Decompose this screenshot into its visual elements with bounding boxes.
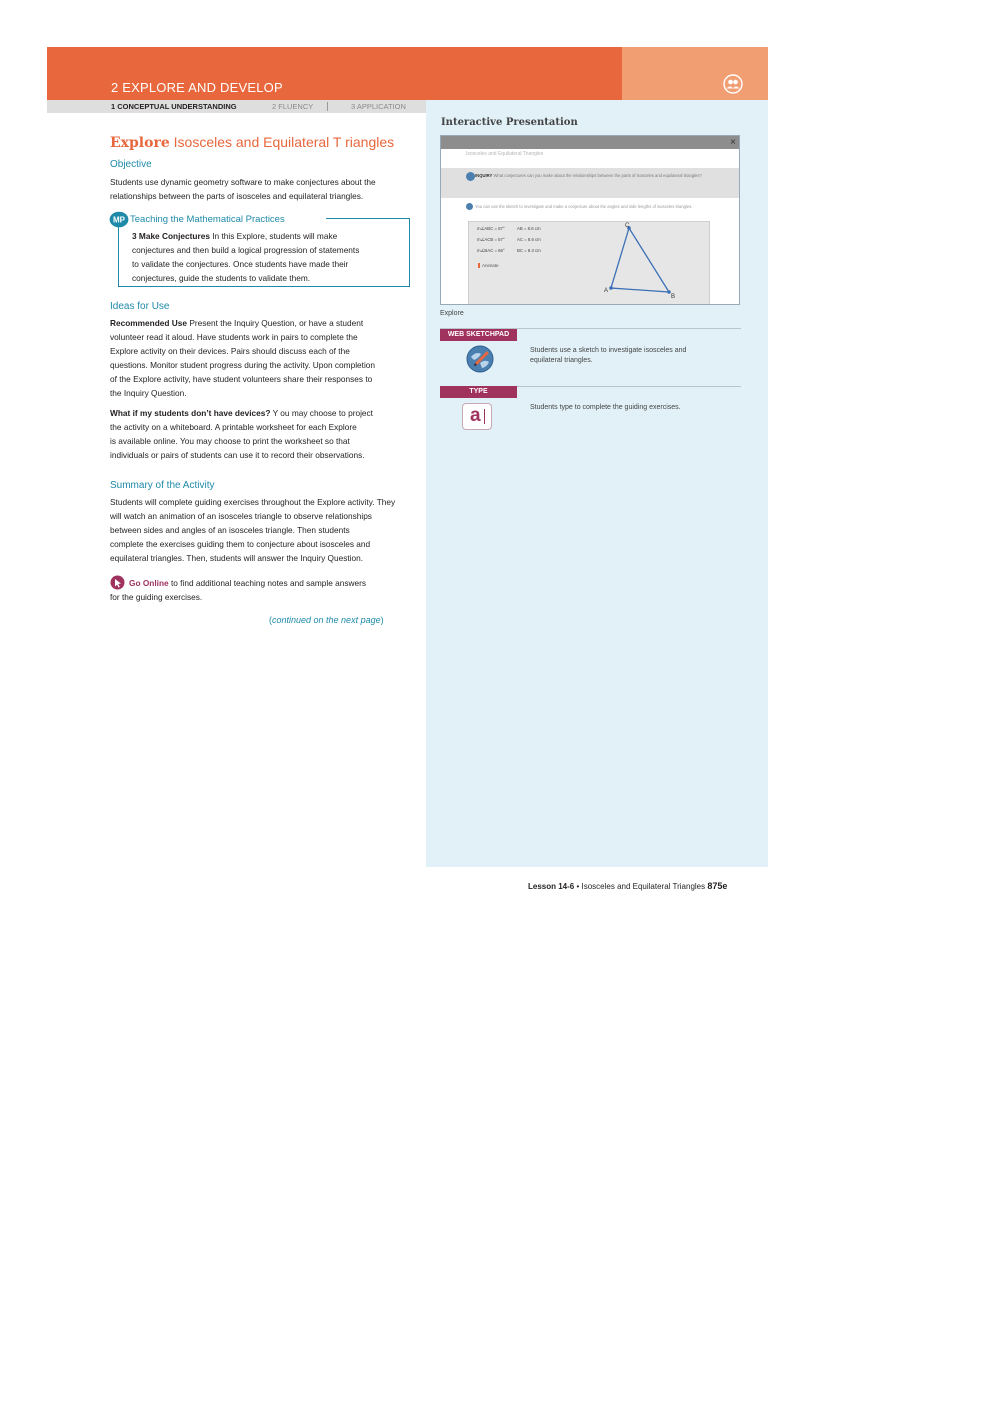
no-devices-text: What if my students don’t have devices? Y ou may choose to project the activity on a whiteboard. A printable worksheet for each Explore is available online. You may choose to print the worksheet so that individuals or pairs of students can use it to record their observations. [110,408,373,460]
text-cursor [484,409,485,424]
presentation-screenshot [440,135,740,305]
group-people-icon [723,74,743,94]
tab-separator [327,102,328,111]
type-description: Students type to complete the guiding exercises. [530,404,681,411]
angle-measure: m∠ABC = 57° [477,226,505,231]
inquiry-icon [466,172,475,181]
page-footer: Lesson 14-6 • Isosceles and Equilateral Triangles 875e [528,881,728,891]
page-number: 875e [707,881,728,891]
tab-application: 3 APPLICATION [351,102,406,111]
sketch-area [468,221,710,305]
inquiry-text: INQUIRY What conjectures can you make about the relationships between the parts of isosceles and equilateral triangles? [475,173,702,178]
web-sketchpad-description: Students use a sketch to investigate isosceles and equilateral triangles. [530,347,687,364]
point-label: B [671,294,676,300]
box-top-rule [326,218,410,219]
guiding-question: You can use the sketch to investigate and make a conjecture about the angles and side lengths of isosceles triangles. [466,203,736,211]
summary-text: Students will complete guiding exercises throughout the Explore activity. They will watch an animation of an isosceles triangle to observe relationships between sides and angles of an isosceles triangle. Then students complete the exercises guiding them to conjecture about isosceles and equilateral triangles. Then, students will answer the Inquiry Question. [110,497,396,563]
angle-measure: m∠BAC = 66° [477,248,505,253]
section-header-accent [622,47,768,100]
go-online-text: Go Online to find additional teaching notes and sample answers for the guiding exercises. [110,578,367,602]
point-label: A [604,288,609,294]
mathematical-practices-text: 3 Make Conjectures In this Explore, students will make conjectures and then build a logical progression of statements to validate the conjectures. Once students have made their conjectures, guide the students to validate them. [132,231,360,283]
recommended-use-text: Recommended Use Present the Inquiry Question, or have a student volunteer read it aloud. Have students work in pairs to complete the Explore activity on their devices. Pairs should discuss each of the questions. Monitor student progress during the activity. Upon completion of the Explore activity, have student volunteers share their responses to the Inquiry Question. [110,318,376,398]
objective-heading: Objective [110,159,152,170]
angle-measure: m∠ACB = 57° [477,237,505,242]
explore-heading: Explore Isosceles and Equilateral T riangles [110,134,395,151]
ideas-heading: Ideas for Use [110,301,170,312]
question-icon [466,203,473,210]
interactive-presentation-title: Interactive Presentation [441,117,578,128]
mathematical-practices-heading: Teaching the Mathematical Practices [130,214,285,225]
side-measure: AB = 8.6 cm [517,226,541,231]
isosceles-triangle-sketch [569,222,711,304]
side-measure: BC = 8.3 cm [517,248,541,253]
side-measure: AC = 8.6 cm [517,237,541,242]
type-icon [462,403,492,430]
continued-note: (continued on the next page) [269,615,384,625]
animate-button: Animate [478,263,499,268]
screen-title-bar [441,136,739,149]
close-icon: × [730,137,736,148]
section-title: 2 EXPLORE AND DEVELOP [111,80,283,95]
point-label: C [625,223,630,229]
mp-icon [109,211,129,228]
type-glyph: a [470,405,481,426]
web-sketchpad-icon [466,345,494,373]
go-online-link[interactable]: Go Online [129,578,169,588]
summary-heading: Summary of the Activity [110,480,215,491]
inquiry-box [441,168,739,198]
objective-text: Students use dynamic geometry software to make conjectures about the relationships between the parts of isosceles and equilateral triangles. [110,177,376,201]
progression-tabs [47,100,426,113]
tab-fluency: 2 FLUENCY [272,102,314,111]
svg-text:MP: MP [113,215,125,225]
screenshot-caption: Explore [440,310,464,317]
screen-subtitle: Isosceles and Equilateral Triangles [466,151,544,157]
type-badge: TYPE [440,386,517,398]
web-sketchpad-badge: WEB SKETCHPAD [440,329,517,341]
tab-conceptual-understanding: 1 CONCEPTUAL UNDERSTANDING [111,102,237,111]
